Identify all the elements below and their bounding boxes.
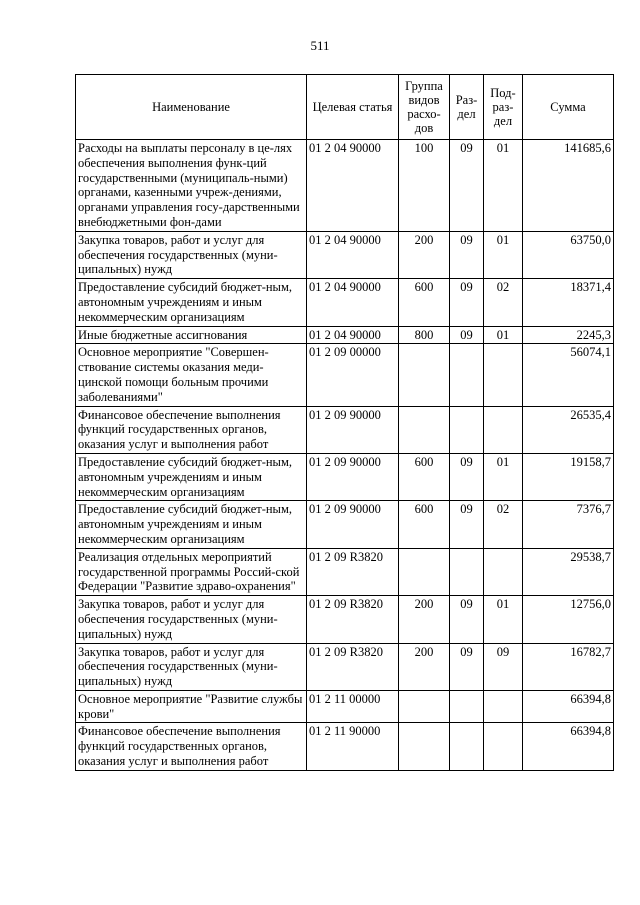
cell-name: Реализация отдельных мероприятий государственной программы Россий-ской Федерации "Развитие здраво-охранения" <box>76 548 307 595</box>
table-row <box>76 548 614 595</box>
cell-target-article: 01 2 09 90000 <box>307 453 399 500</box>
cell-expense-group: 200 <box>399 596 450 643</box>
cell-section: 09 <box>450 643 484 690</box>
cell-name: Предоставление субсидий бюджет-ным, автономным учреждениям и иным некоммерческим организациям <box>76 453 307 500</box>
cell-section: 09 <box>450 231 484 278</box>
cell-target-article: 01 2 04 90000 <box>307 140 399 232</box>
cell-amount: 12756,0 <box>523 596 614 643</box>
cell-name: Закупка товаров, работ и услуг для обеспечения государственных (муни-ципальных) нужд <box>76 643 307 690</box>
cell-expense-group <box>399 548 450 595</box>
cell-expense-group <box>399 344 450 406</box>
cell-amount: 29538,7 <box>523 548 614 595</box>
cell-amount: 66394,8 <box>523 690 614 723</box>
cell-expense-group: 600 <box>399 453 450 500</box>
cell-target-article: 01 2 11 00000 <box>307 690 399 723</box>
table-row <box>76 344 614 406</box>
cell-target-article: 01 2 04 90000 <box>307 326 399 344</box>
table-row <box>76 140 614 232</box>
table-row <box>76 453 614 500</box>
cell-section: 09 <box>450 453 484 500</box>
cell-section <box>450 723 484 770</box>
cell-name: Основное мероприятие "Развитие службы крови" <box>76 690 307 723</box>
cell-section <box>450 548 484 595</box>
cell-target-article: 01 2 09 R3820 <box>307 643 399 690</box>
cell-name: Финансовое обеспечение выполнения функций государственных органов, оказания услуг и выполнения работ <box>76 406 307 453</box>
cell-subsection <box>484 723 523 770</box>
cell-target-article: 01 2 09 R3820 <box>307 548 399 595</box>
cell-amount: 26535,4 <box>523 406 614 453</box>
table-row <box>76 690 614 723</box>
cell-target-article: 01 2 09 90000 <box>307 406 399 453</box>
page-number: 511 <box>310 38 330 53</box>
cell-expense-group <box>399 690 450 723</box>
cell-name: Иные бюджетные ассигнования <box>76 326 307 344</box>
cell-target-article: 01 2 09 00000 <box>307 344 399 406</box>
cell-expense-group <box>399 723 450 770</box>
cell-amount: 141685,6 <box>523 140 614 232</box>
cell-name: Основное мероприятие "Совершен-ствование системы оказания меди-цинской помощи больным прочими заболеваниями" <box>76 344 307 406</box>
cell-expense-group: 100 <box>399 140 450 232</box>
cell-subsection: 01 <box>484 140 523 232</box>
cell-subsection: 01 <box>484 596 523 643</box>
cell-expense-group: 800 <box>399 326 450 344</box>
cell-subsection <box>484 548 523 595</box>
cell-subsection: 01 <box>484 326 523 344</box>
cell-name: Предоставление субсидий бюджет-ным, автономным учреждениям и иным некоммерческим организациям <box>76 501 307 548</box>
cell-target-article: 01 2 09 90000 <box>307 501 399 548</box>
cell-section <box>450 344 484 406</box>
cell-name: Закупка товаров, работ и услуг для обеспечения государственных (муни-ципальных) нужд <box>76 596 307 643</box>
cell-section <box>450 690 484 723</box>
table-row <box>76 501 614 548</box>
cell-expense-group: 200 <box>399 231 450 278</box>
header-target-article: Целевая статья <box>307 75 399 140</box>
cell-name: Предоставление субсидий бюджет-ным, автономным учреждениям и иным некоммерческим организациям <box>76 279 307 326</box>
cell-target-article: 01 2 11 90000 <box>307 723 399 770</box>
cell-subsection: 01 <box>484 231 523 278</box>
cell-expense-group: 200 <box>399 643 450 690</box>
cell-expense-group: 600 <box>399 501 450 548</box>
table-row <box>76 596 614 643</box>
table-row <box>76 643 614 690</box>
cell-subsection: 01 <box>484 453 523 500</box>
cell-amount: 66394,8 <box>523 723 614 770</box>
cell-section: 09 <box>450 596 484 643</box>
table-row <box>76 279 614 326</box>
cell-amount: 18371,4 <box>523 279 614 326</box>
cell-section <box>450 406 484 453</box>
cell-expense-group <box>399 406 450 453</box>
cell-amount: 63750,0 <box>523 231 614 278</box>
cell-expense-group: 600 <box>399 279 450 326</box>
cell-subsection: 02 <box>484 279 523 326</box>
cell-target-article: 01 2 09 R3820 <box>307 596 399 643</box>
cell-subsection <box>484 344 523 406</box>
cell-amount: 16782,7 <box>523 643 614 690</box>
cell-section: 09 <box>450 140 484 232</box>
table-row <box>76 723 614 770</box>
cell-name: Расходы на выплаты персоналу в це-лях обеспечения выполнения функ-ций государственными (муниципаль-ными) органами, казенными учреж-дениями, органами управления госу-дарственными внебюджетными фон-дами <box>76 140 307 232</box>
cell-section: 09 <box>450 326 484 344</box>
cell-name: Финансовое обеспечение выполнения функций государственных органов, оказания услуг и выполнения работ <box>76 723 307 770</box>
cell-amount: 56074,1 <box>523 344 614 406</box>
header-name: Наименование <box>76 75 307 140</box>
cell-subsection <box>484 406 523 453</box>
table-row <box>76 406 614 453</box>
cell-subsection: 02 <box>484 501 523 548</box>
table-header-row <box>76 75 614 140</box>
table-row <box>76 326 614 344</box>
cell-section: 09 <box>450 279 484 326</box>
header-expense-group: Группа видов расхо-дов <box>399 75 450 140</box>
table-row <box>76 231 614 278</box>
cell-subsection <box>484 690 523 723</box>
cell-name: Закупка товаров, работ и услуг для обеспечения государственных (муни-ципальных) нужд <box>76 231 307 278</box>
cell-target-article: 01 2 04 90000 <box>307 279 399 326</box>
cell-target-article: 01 2 04 90000 <box>307 231 399 278</box>
cell-amount: 19158,7 <box>523 453 614 500</box>
header-amount: Сумма <box>523 75 614 140</box>
cell-amount: 7376,7 <box>523 501 614 548</box>
cell-amount: 2245,3 <box>523 326 614 344</box>
budget-table <box>75 74 614 771</box>
cell-section: 09 <box>450 501 484 548</box>
cell-subsection: 09 <box>484 643 523 690</box>
header-section: Раз-дел <box>450 75 484 140</box>
header-subsection: Под-раз-дел <box>484 75 523 140</box>
